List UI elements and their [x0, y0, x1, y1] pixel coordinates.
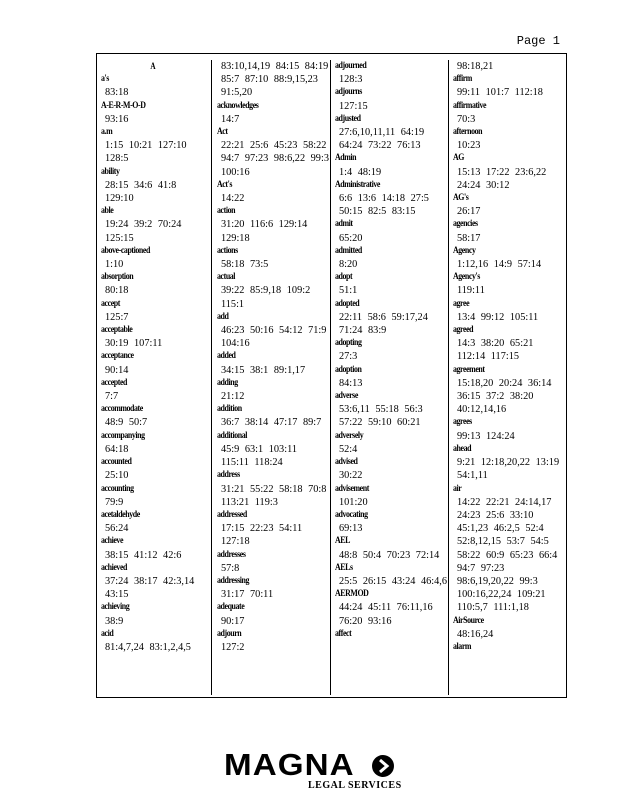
index-entry — [335, 588, 447, 628]
magna-logo — [224, 747, 402, 794]
index-page-refs: 30:22 — [339, 470, 363, 482]
index-entry — [101, 483, 205, 509]
index-entry — [335, 509, 447, 535]
index-page-refs: 14:22 — [221, 193, 245, 205]
index-page-refs: 34:15 38:1 89:1,17 — [221, 364, 306, 376]
index-entry — [453, 324, 565, 364]
index-term: able — [101, 206, 114, 217]
index-page-refs: 48:8 50:4 70:23 72:14 — [339, 549, 440, 561]
index-entry — [453, 73, 565, 99]
index-page-refs: 31:20 116:6 129:14 129:18 — [221, 219, 308, 244]
index-term: agreement — [453, 364, 485, 375]
index-page-refs: 79:9 — [105, 496, 124, 508]
index-entry — [453, 100, 565, 126]
index-term: added — [217, 351, 236, 362]
index-page-refs: 128:3 — [339, 74, 363, 86]
index-term: additional — [217, 430, 248, 441]
index-entry — [217, 179, 329, 205]
index-entry — [217, 205, 329, 245]
index-entry — [335, 86, 447, 112]
index-page-refs: 1:15 10:21 127:10 128:5 — [105, 140, 187, 165]
index-term: affect — [335, 628, 352, 639]
index-entry — [101, 298, 205, 324]
index-term: above-captioned — [101, 245, 150, 256]
index-page-refs: 9:21 12:18,20,22 13:19 54:1,11 — [457, 457, 560, 482]
index-entry — [335, 152, 447, 178]
index-entry — [217, 126, 329, 179]
index-term: affirm — [453, 74, 472, 85]
index-term: advised — [335, 457, 358, 468]
index-term: adverse — [335, 391, 358, 402]
index-page-refs: 48:16,24 — [457, 628, 494, 640]
page-number: Page 1 — [516, 34, 560, 48]
index-entry — [217, 377, 329, 403]
index-term: accounting — [101, 483, 134, 494]
index-entry — [335, 337, 447, 363]
index-term: AG — [453, 153, 465, 164]
index-page-refs: 45:9 63:1 103:11 115:11 118:24 — [221, 443, 297, 469]
index-entry — [101, 535, 205, 561]
index-entry — [335, 218, 447, 244]
index-page-refs: 64:18 — [105, 443, 129, 455]
index-page-refs: 99:13 124:24 — [457, 430, 515, 442]
index-page-refs: 14:7 — [221, 113, 240, 125]
index-term: adjourned — [335, 61, 367, 71]
index-term: action — [217, 206, 236, 217]
index-page-refs: 58:18 73:5 — [221, 259, 269, 271]
index-entry — [335, 179, 447, 219]
index-entry — [453, 416, 565, 442]
index-page-refs: 37:24 38:17 42:3,14 43:15 — [105, 575, 195, 601]
index-page-refs: 8:20 — [339, 259, 358, 271]
index-term: advocating — [335, 509, 368, 520]
index-page-refs: 127:2 — [221, 641, 245, 653]
index-page-refs: 101:20 — [339, 496, 368, 508]
index-page-refs: 93:16 — [105, 113, 129, 125]
index-term: adversely — [335, 430, 364, 441]
index-term: accepted — [101, 377, 128, 388]
index-page-refs: 51:1 — [339, 285, 358, 297]
index-term: address — [217, 470, 240, 481]
index-entry — [453, 152, 565, 192]
index-page-refs: 58:17 — [457, 232, 481, 244]
index-entry — [101, 245, 205, 271]
index-page-refs: 48:9 50:7 — [105, 417, 148, 429]
index-term: a.m — [101, 127, 113, 138]
index-entry — [335, 271, 447, 297]
index-page-refs: 30:19 107:11 — [105, 338, 163, 350]
index-entry — [453, 245, 565, 271]
index-term: agreed — [453, 325, 474, 336]
index-page-refs: 46:23 50:16 54:12 71:9 104:16 — [221, 325, 327, 350]
index-term: agrees — [453, 417, 472, 428]
index-entry — [335, 298, 447, 338]
index-page-refs: 13:4 99:12 105:11 — [457, 311, 539, 323]
index-entry — [101, 126, 205, 166]
index-term: addressing — [217, 575, 250, 586]
index-page-refs: 90:17 — [221, 615, 245, 627]
index-term: air — [453, 483, 462, 494]
index-page-refs: 38:9 — [105, 615, 124, 627]
index-entry — [217, 245, 329, 271]
index-entry — [101, 456, 205, 482]
index-entry — [453, 218, 565, 244]
index-entry — [335, 628, 447, 641]
index-page-refs: 81:4,7,24 83:1,2,4,5 — [105, 641, 191, 653]
index-page-refs: 99:11 101:7 112:18 — [457, 87, 543, 99]
index-entry — [335, 535, 447, 561]
index-page-refs: 53:6,11 55:18 56:3 57:22 59:10 60:21 — [339, 404, 423, 429]
index-entry — [453, 641, 565, 654]
index-column-1 — [101, 60, 205, 693]
index-entry — [101, 377, 205, 403]
index-letter-heading: A — [150, 61, 156, 71]
index-page-refs: 6:6 13:6 14:18 27:5 50:15 82:5 83:15 — [339, 193, 429, 218]
index-term: Administrative — [335, 179, 380, 190]
index-term: Act's — [217, 179, 232, 190]
index-page-refs: 70:3 — [457, 113, 476, 125]
index-term: adequate — [217, 602, 245, 613]
index-page-refs: 27:3 — [339, 351, 358, 363]
index-entry — [335, 245, 447, 271]
index-page-refs: 127:15 — [339, 100, 368, 112]
index-entry — [453, 615, 565, 641]
index-page-refs: 27:6,10,11,11 64:19 64:24 73:22 76:13 — [339, 127, 425, 152]
index-entry — [217, 469, 329, 509]
index-entry — [453, 483, 565, 615]
index-page-refs: 31:21 55:22 58:18 70:8 113:21 119:3 — [221, 483, 327, 508]
index-term: actions — [217, 245, 238, 256]
index-entry — [335, 60, 447, 86]
index-term: achieved — [101, 562, 128, 573]
index-page-refs: 39:22 85:9,18 109:2 115:1 — [221, 285, 311, 310]
index-term: accompanying — [101, 430, 145, 441]
index-term: admit — [335, 219, 353, 230]
column-divider — [330, 60, 331, 695]
logo-wordmark: MAGNA — [224, 747, 355, 782]
index-entry — [101, 628, 205, 654]
index-entry — [101, 430, 205, 456]
index-entry — [335, 430, 447, 456]
index-term: adjourn — [217, 628, 242, 639]
index-column-3 — [335, 60, 447, 693]
index-entry — [217, 350, 329, 376]
index-term: Agency — [453, 245, 476, 256]
index-entry — [217, 628, 329, 654]
index-page-refs: 21:12 — [221, 391, 245, 403]
index-page-refs: 44:24 45:11 76:11,16 76:20 93:16 — [339, 602, 433, 627]
index-page-refs: 57:8 — [221, 562, 240, 574]
index-page-refs: 19:24 39:2 70:24 125:15 — [105, 219, 182, 244]
index-term: addressed — [217, 509, 247, 520]
index-page-refs: 28:15 34:6 41:8 129:10 — [105, 179, 177, 205]
index-term: adjusted — [335, 113, 361, 124]
index-term: advisement — [335, 483, 369, 494]
index-page-refs: 14:22 22:21 24:14,17 24:23 25:6 33:10 45:1,23 46:2,5 52:4 52:8,12,15 53:7 54:5 58:22 60:9 65:23 66:4 94:7 97:23 98:6,19,20,22 99:3 100:16,22,24 109:21 110:5,7 111:1,18 — [457, 496, 558, 614]
column-divider — [448, 60, 449, 695]
index-entry — [453, 126, 565, 152]
index-term: adding — [217, 377, 238, 388]
index-term: Agency's — [453, 272, 480, 283]
index-term: alarm — [453, 641, 472, 652]
index-column-4 — [453, 60, 565, 693]
index-entry — [217, 549, 329, 575]
index-page-refs: 90:14 — [105, 364, 129, 376]
index-entry — [101, 205, 205, 245]
index-entry — [335, 483, 447, 509]
index-entry — [101, 403, 205, 429]
index-entry — [453, 298, 565, 324]
index-term: agencies — [453, 219, 478, 230]
index-entry — [217, 403, 329, 429]
index-term: AELs — [335, 562, 353, 573]
index-term: AERMOD — [335, 589, 369, 600]
index-term: acceptance — [101, 351, 134, 362]
logo-arrow-icon — [372, 755, 394, 777]
index-page-refs: 26:17 — [457, 206, 481, 218]
index-term: adoption — [335, 364, 362, 375]
index-page-refs: 1:12,16 14:9 57:14 — [457, 259, 542, 271]
index-entry — [101, 350, 205, 376]
index-entry — [101, 271, 205, 297]
index-page-refs: 25:5 26:15 43:24 46:4,6 — [339, 575, 447, 587]
index-page-refs: 56:24 — [105, 523, 129, 535]
index-entry — [217, 271, 329, 311]
index-entry — [217, 100, 329, 126]
index-page-refs: 10:23 — [457, 140, 481, 152]
index-entry — [217, 430, 329, 470]
index-page-refs: 1:4 48:19 — [339, 166, 382, 178]
index-entry — [101, 509, 205, 535]
index-page-refs: 119:11 — [457, 285, 485, 297]
index-entry — [335, 390, 447, 430]
index-page-refs: 17:15 22:23 54:11 127:18 — [221, 523, 303, 548]
column-divider — [211, 60, 212, 695]
continued-refs: 98:18,21 — [457, 61, 494, 72]
index-term: achieve — [101, 536, 124, 547]
logo-subtitle: LEGAL SERVICES — [308, 780, 402, 791]
index-term: addresses — [217, 549, 246, 560]
index-term: ahead — [453, 443, 472, 454]
index-entry — [101, 100, 205, 126]
index-term: addition — [217, 404, 242, 415]
index-page-refs: 15:13 17:22 23:6,22 24:24 30:12 — [457, 166, 547, 191]
index-page-refs: 36:7 38:14 47:17 89:7 — [221, 417, 322, 429]
index-entry — [217, 311, 329, 351]
index-page-refs: 84:13 — [339, 377, 363, 389]
index-entry — [217, 601, 329, 627]
index-entry — [453, 192, 565, 218]
index-term: Admin — [335, 153, 357, 164]
index-entry — [335, 456, 447, 482]
index-column-2 — [217, 60, 329, 693]
index-term: admitted — [335, 245, 362, 256]
index-term: A-E-R-M-O-D — [101, 100, 146, 111]
index-term: actual — [217, 272, 236, 283]
index-term: acceptable — [101, 325, 133, 336]
index-page-refs: 80:18 — [105, 285, 129, 297]
index-term: adjourns — [335, 87, 362, 98]
index-term: ability — [101, 166, 120, 177]
index-page-refs: 22:21 25:6 45:23 58:22 94:7 97:23 98:6,22 99:3 100:16 — [221, 140, 329, 178]
index-page-refs: 15:18,20 20:24 36:14 36:15 37:2 38:20 40:12,14,16 — [457, 377, 552, 416]
index-page-refs: 25:10 — [105, 470, 129, 482]
index-entry — [453, 364, 565, 417]
index-term: accommodate — [101, 404, 143, 415]
index-term: Act — [217, 127, 228, 138]
index-entry — [101, 324, 205, 350]
index-term: acid — [101, 628, 114, 639]
index-term: AirSource — [453, 615, 484, 626]
index-term: AG's — [453, 193, 469, 204]
index-page-refs: 22:11 58:6 59:17,24 71:24 83:9 — [339, 311, 428, 337]
index-term: adopt — [335, 272, 353, 283]
index-page-refs: 52:4 — [339, 443, 358, 455]
index-page-refs: 69:13 — [339, 523, 363, 535]
index-term: absorption — [101, 272, 134, 283]
index-entry — [217, 509, 329, 549]
index-page-refs: 7:7 — [105, 391, 119, 403]
index-term: adopted — [335, 298, 360, 309]
index-entry — [453, 443, 565, 483]
index-term: achieving — [101, 602, 130, 613]
index-term: adopting — [335, 338, 362, 349]
index-term: afternoon — [453, 127, 483, 138]
index-page-refs: 65:20 — [339, 232, 363, 244]
index-entry — [101, 73, 205, 99]
index-frame — [96, 53, 567, 698]
index-page-refs: 125:7 — [105, 311, 129, 323]
index-term: add — [217, 311, 229, 322]
index-entry — [217, 575, 329, 601]
index-entry — [101, 166, 205, 206]
index-entry — [101, 562, 205, 602]
index-term: a's — [101, 74, 109, 85]
index-page-refs: 1:10 — [105, 259, 124, 271]
index-term: accept — [101, 298, 120, 309]
index-entry — [101, 601, 205, 627]
index-term: acetaldehyde — [101, 509, 140, 520]
index-entry — [453, 271, 565, 297]
index-term: acknowledges — [217, 100, 259, 111]
index-page-refs: 14:3 38:20 65:21 112:14 117:15 — [457, 338, 534, 363]
continued-refs: 83:10,14,19 84:15 84:19 85:7 87:10 88:9,15,23 91:5,20 — [221, 61, 329, 99]
index-term: accounted — [101, 457, 132, 468]
index-entry — [335, 113, 447, 153]
index-page-refs: 38:15 41:12 42:6 — [105, 549, 182, 561]
index-page-refs: 83:18 — [105, 87, 129, 99]
index-entry — [335, 364, 447, 390]
index-term: agree — [453, 298, 470, 309]
index-page-refs: 31:17 70:11 — [221, 589, 274, 601]
index-term: affirmative — [453, 100, 487, 111]
index-entry — [335, 562, 447, 588]
index-term: AEL — [335, 536, 350, 547]
